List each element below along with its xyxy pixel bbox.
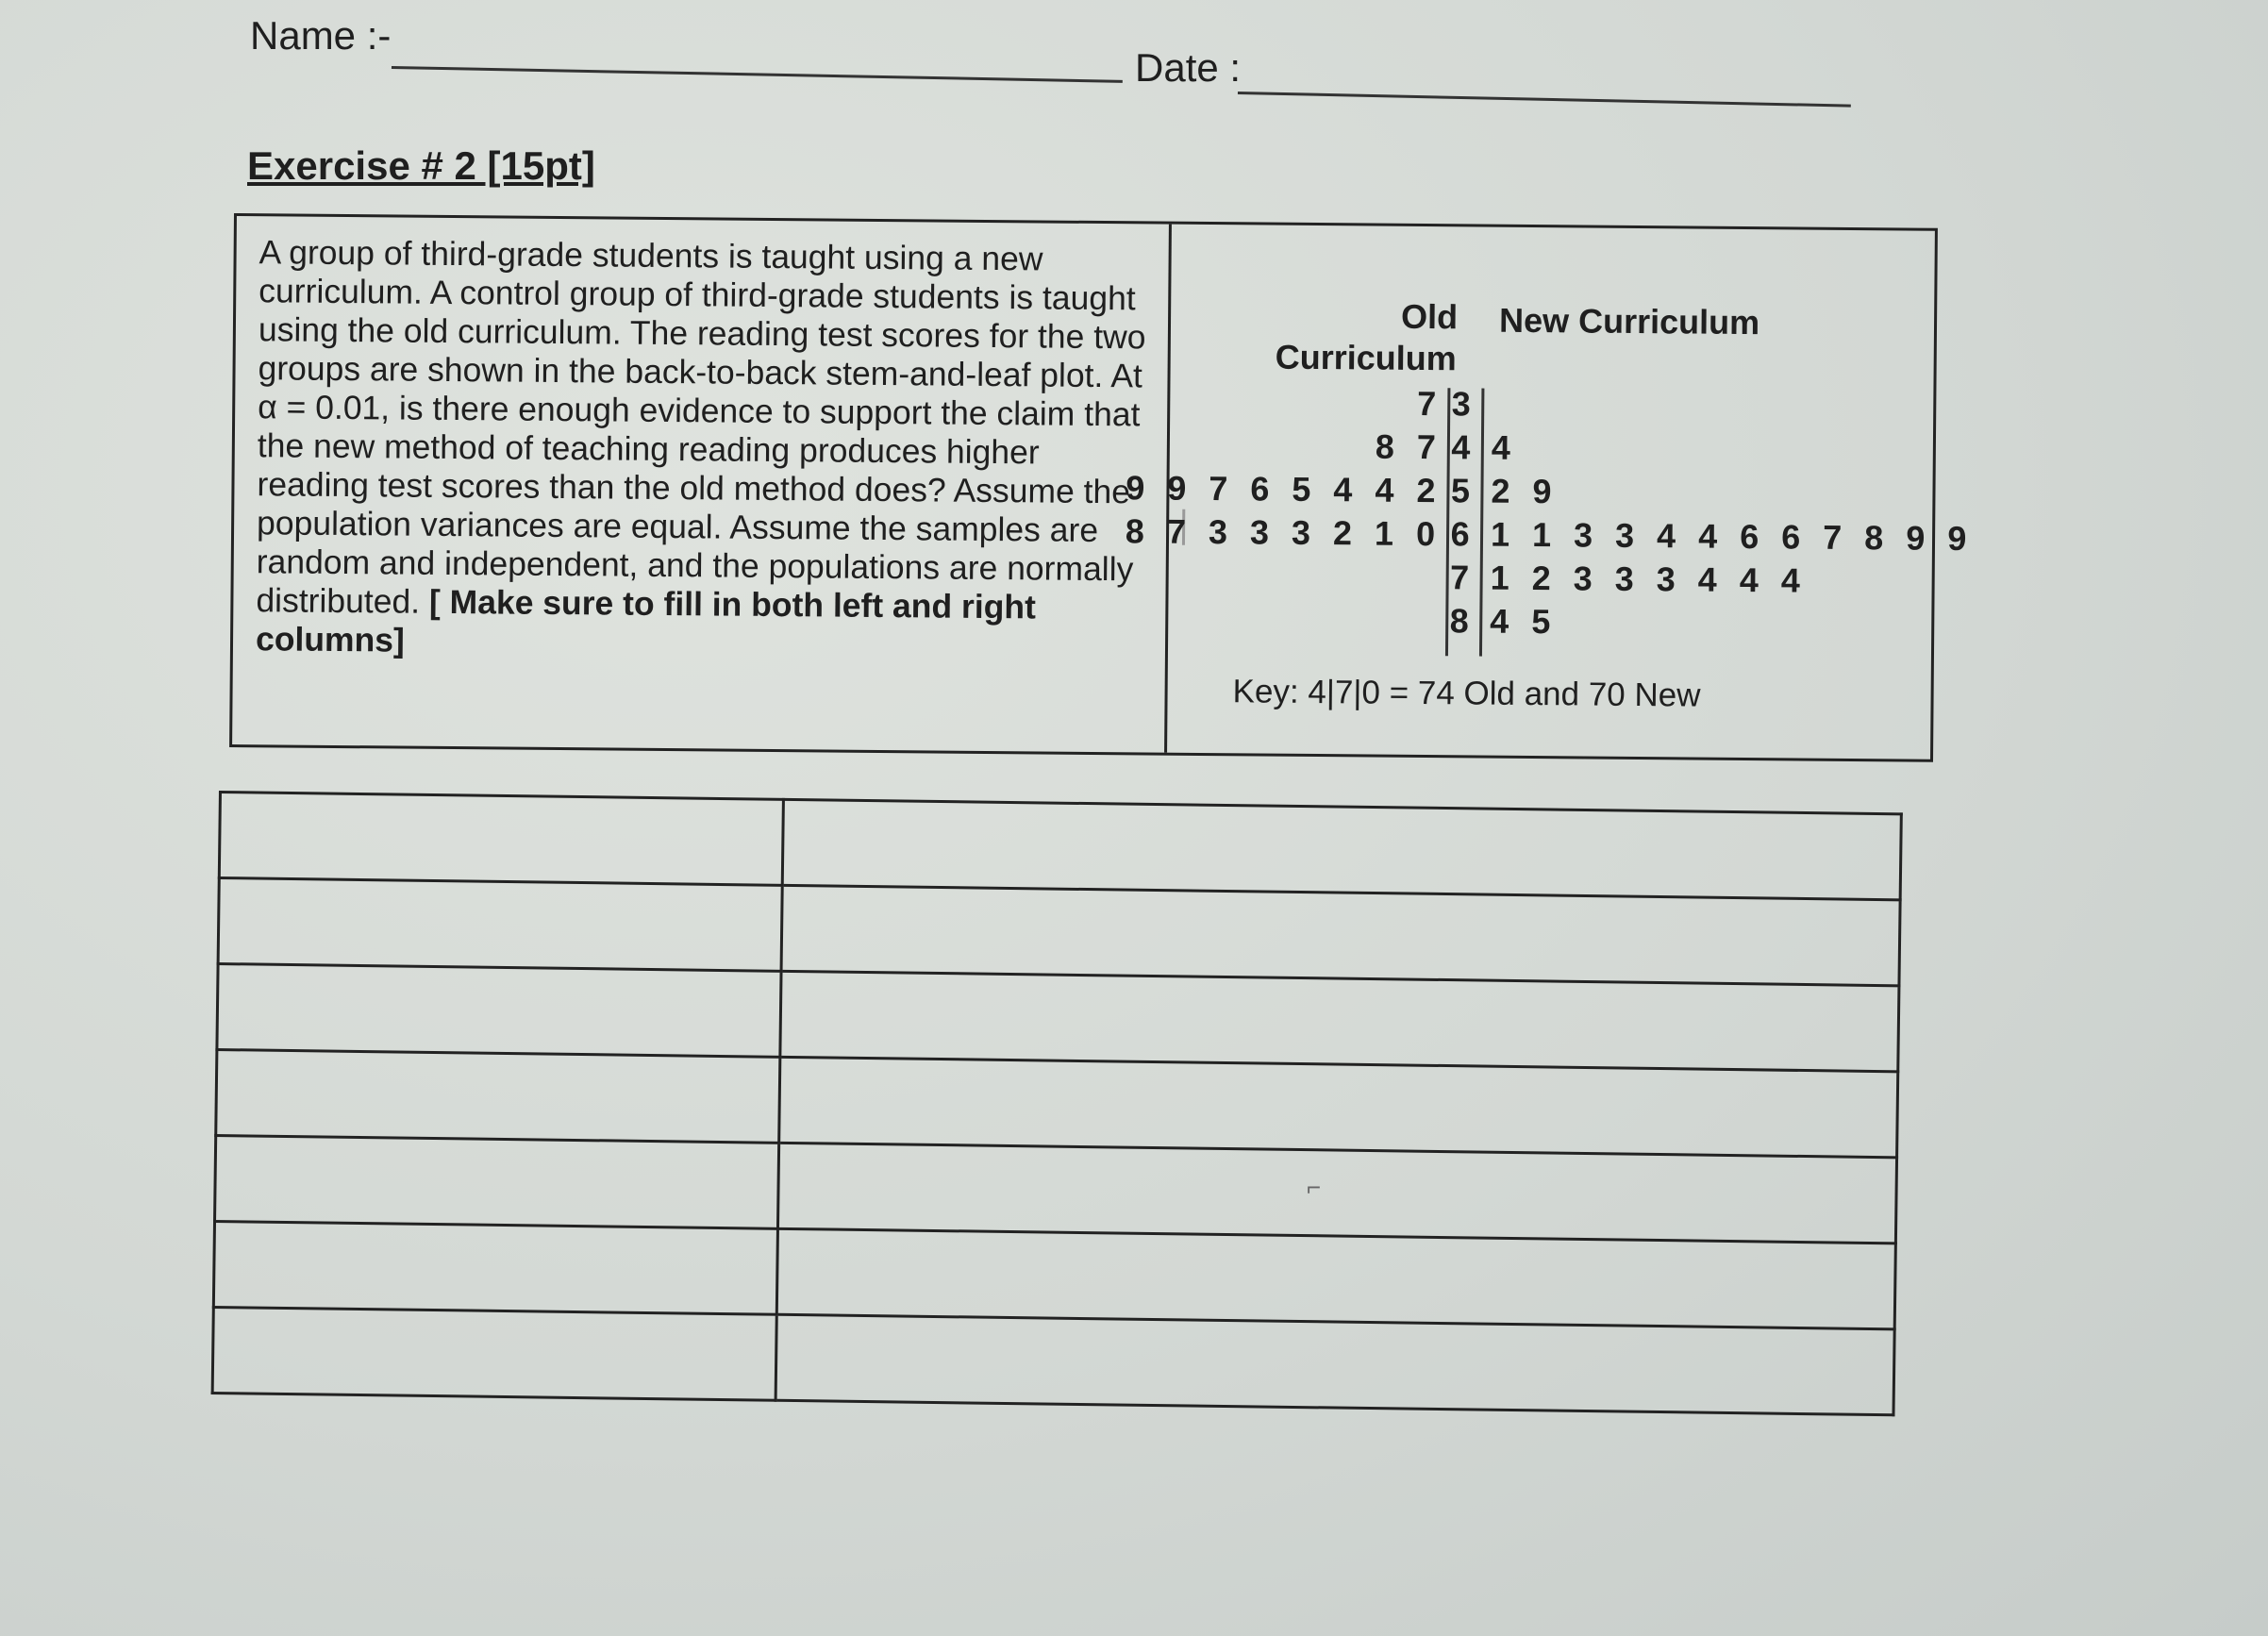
answer-cell-left[interactable] — [217, 964, 781, 1058]
stem-leaf-row — [1207, 426, 1924, 476]
answer-cell-left[interactable] — [212, 1307, 776, 1400]
stem-value: 6 — [1450, 514, 1476, 554]
problem-text — [256, 233, 1156, 666]
date-label: Date : — [1135, 45, 1242, 90]
new-leaves: 2 9 — [1491, 471, 1559, 511]
answer-cell-right[interactable] — [779, 1057, 1898, 1158]
answer-cell-right[interactable] — [782, 799, 1901, 900]
problem-instruction: [ Make sure to fill in both left and right columns] — [255, 582, 1037, 659]
pen-mark: ⌐ — [1307, 1173, 1322, 1201]
new-leaves: 1 2 3 3 3 4 4 4 — [1490, 558, 1808, 600]
stem-leaf-row — [1207, 382, 1924, 432]
answer-table — [211, 791, 1903, 1416]
old-leaves: 8 7 3 3 3 2 1 0 — [1125, 511, 1443, 554]
new-leaves: 4 — [1491, 427, 1518, 467]
answer-cell-left[interactable] — [216, 1049, 780, 1143]
answer-cell-left[interactable] — [213, 1221, 777, 1314]
date-field-line — [1238, 92, 1851, 108]
old-leaves: 8 7 — [1375, 426, 1443, 467]
exercise-title: Exercise # 2 [15pt] — [247, 143, 595, 188]
answer-cell-right[interactable] — [776, 1228, 1895, 1329]
problem-box — [229, 213, 1974, 762]
name-field-line — [392, 66, 1123, 83]
problem-statement: A group of third-grade students is taught using a new curriculum. A control group of third-grade students is taught using the old curriculum. The reading test scores for the two groups are shown in the back-to-back stem-and-leaf plot. At α = 0.01, is there enough evidence to support the claim that the new method of teaching reading produces higher reading test scores than the old method does? Assume the population variances are equal. Assume the samples are random and independent, and the populations are normally distributed. — [256, 233, 1146, 621]
name-label: Name :- — [250, 13, 392, 58]
stem-value: 4 — [1451, 427, 1477, 467]
old-curriculum-header: Old — [1400, 296, 1459, 337]
stem-value: 8 — [1449, 601, 1476, 641]
stem-leaf-rows — [1125, 382, 1974, 642]
stem-and-leaf-plot — [1125, 295, 1974, 714]
old-curriculum-header-line2: Curriculum — [1275, 337, 1457, 378]
answer-cell-left[interactable] — [215, 1135, 779, 1228]
answer-cell-right[interactable] — [775, 1314, 1894, 1415]
old-leaves: 7 — [1417, 383, 1443, 424]
answer-cell-right[interactable] — [781, 885, 1900, 986]
answer-cell-left[interactable] — [218, 878, 782, 972]
stem-value: 3 — [1451, 384, 1477, 424]
new-leaves: 4 5 — [1490, 601, 1558, 642]
answer-cell-right[interactable] — [780, 971, 1899, 1072]
answer-grid — [211, 791, 1903, 1416]
answer-cell-right[interactable] — [777, 1143, 1896, 1244]
stem-leaf-row — [1205, 599, 1922, 649]
stem-leaf-row — [1125, 511, 1974, 562]
old-leaves: 9 9 7 6 5 4 4 2 — [1126, 468, 1443, 510]
stem-value: 5 — [1450, 471, 1477, 510]
new-curriculum-header: New Curriculum — [1498, 300, 1760, 342]
plot-key: Key: 4|7|0 = 74 Old and 70 New — [1232, 673, 1701, 714]
new-leaves: 1 1 3 3 4 4 6 6 7 8 9 9 — [1490, 514, 1974, 559]
answer-cell-left[interactable] — [219, 793, 783, 886]
stem-value: 7 — [1449, 558, 1476, 597]
stem-leaf-row — [1126, 468, 1923, 519]
stem-leaf-row — [1205, 556, 1922, 606]
